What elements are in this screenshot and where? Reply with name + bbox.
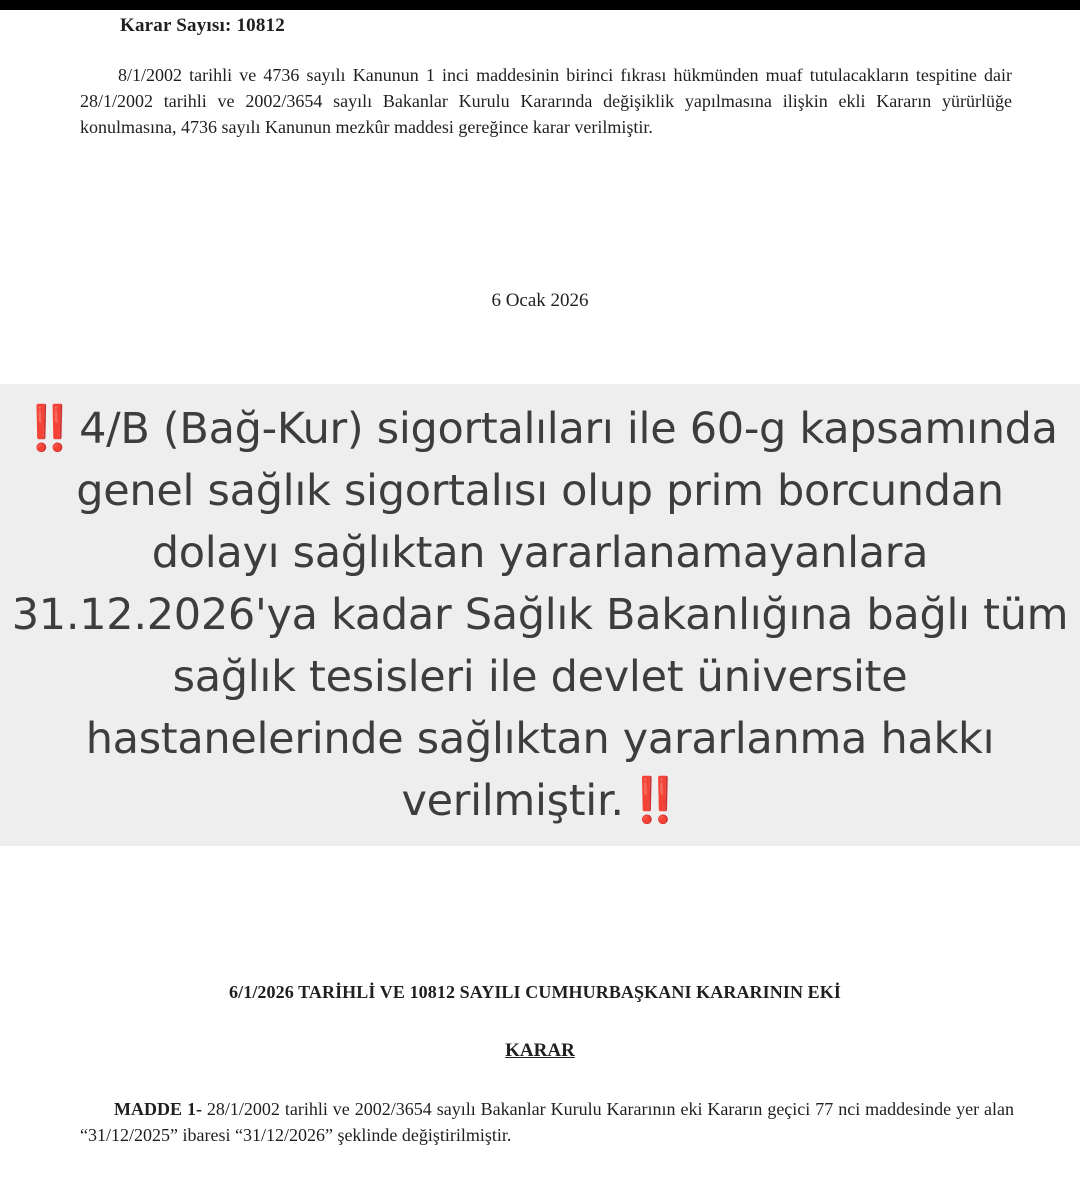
annex-title: 6/1/2026 TARİHLİ VE 10812 SAYILI CUMHURBAŞKANI KARARININ EKİ — [229, 982, 841, 1002]
double-exclamation-icon: ‼️ — [627, 775, 679, 826]
announcement-text: 4/B (Bağ-Kur) sigortalıları ile 60-g kapsamında genel sağlık sigortalısı olup prim borcundan dolayı sağlıktan yararlanamayanlara 31.12.2026'ya kadar Sağlık Bakanlığına bağlı tüm sağlık tesisleri ile devlet üniversite hastanelerinde sağlıktan yararlanma hakkı verilmiştir. — [11, 404, 1069, 826]
decision-date: 6 Ocak 2026 — [491, 290, 589, 311]
intro-paragraph: 8/1/2002 tarihli ve 4736 sayılı Kanunun 1 inci maddesinin birinci fıkrası hükmünden muaf tutulacakların tespitine dair 28/1/2002 tarihli ve 2002/3654 sayılı Bakanlar Kurulu Kararında değişiklik yapılmasına ilişkin ekli Kararın yürürlüğe konulmasına, 4736 sayılı Kanunun mezkûr maddesi gereğince karar verilmiştir. — [80, 65, 1012, 137]
document-page — [0, 10, 1080, 1182]
article-1 — [80, 1096, 1014, 1148]
announcement-overlay — [0, 384, 1080, 846]
announcement-text-block — [10, 398, 1070, 832]
decision-number: Karar Sayısı: 10812 — [120, 15, 285, 36]
article-label: MADDE 1- — [114, 1099, 202, 1119]
double-exclamation-icon: ‼️ — [22, 403, 74, 454]
karar-heading: KARAR — [505, 1040, 575, 1061]
article-text: 28/1/2002 tarihli ve 2002/3654 sayılı Bakanlar Kurulu Kararının eki Kararın geçici 77 nci maddesinde yer alan “31/12/2025” ibaresi “31/12/2026” şeklinde değiştirilmiştir. — [80, 1099, 1014, 1145]
